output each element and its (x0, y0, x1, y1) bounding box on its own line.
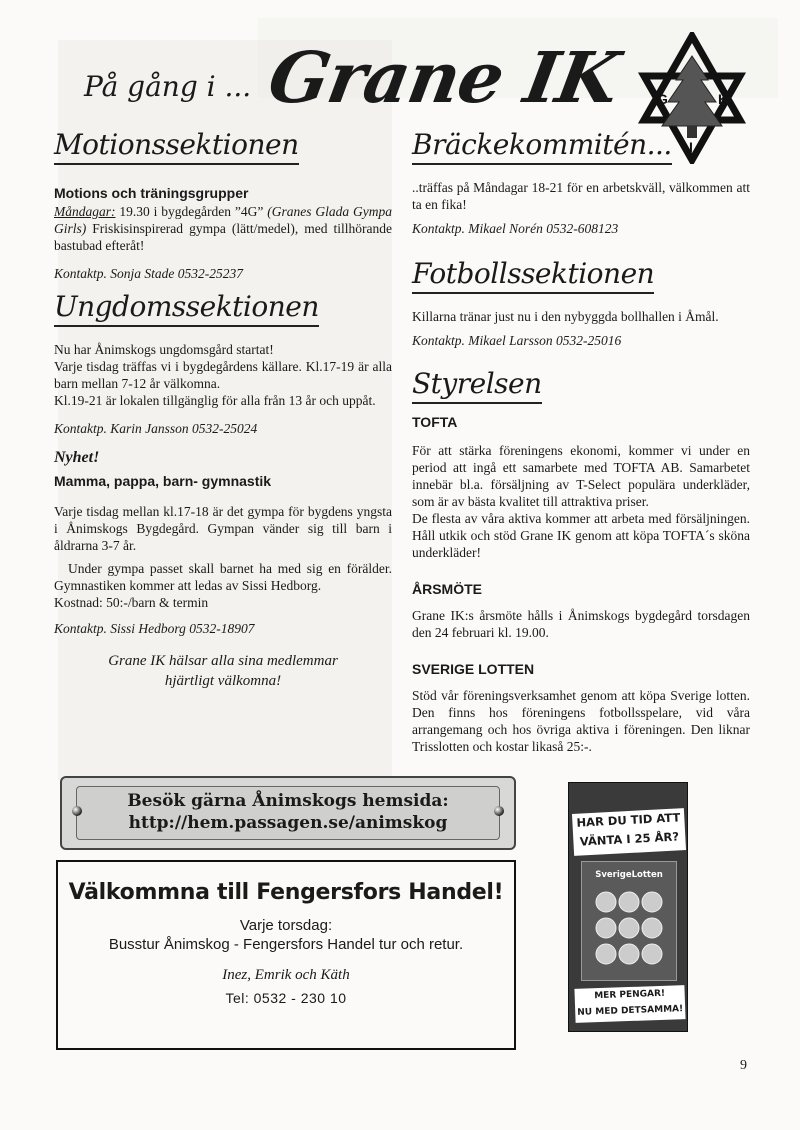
nyhet-contact: Kontaktp. Sissi Hedborg 0532-18907 (54, 621, 255, 636)
ungdom-heading: Ungdomssektionen (54, 290, 319, 327)
greeting-line-2: hjärtligt välkomna! (164, 673, 282, 689)
arsmote-heading: ÅRSMÖTE (412, 581, 482, 597)
right-column (412, 128, 750, 755)
fotboll-text: Killarna tränar just nu i den nybyggda bollhallen i Åmål. (412, 309, 719, 324)
motion-heading: Motionssektionen (54, 128, 299, 165)
nyhet-subheading: Mamma, pappa, barn- gymnastik (54, 473, 272, 489)
ungdom-line-2: Varje tisdag träffas vi i bygdegårdens källare. Kl.17-19 är alla barn mellan 7-12 år välkomna. (54, 359, 392, 391)
motion-text (54, 203, 392, 254)
lotto-ticket (581, 861, 677, 981)
lotto-scratch-circles (582, 886, 676, 976)
motion-text-italic: (Granes Glada Gympa Girls) (54, 204, 392, 236)
sverigelotten-ad (568, 782, 688, 1032)
handel-line-1: Varje torsdag: (239, 917, 333, 934)
greeting-line-1: Grane IK hälsar alla sina medlemmar (108, 653, 338, 669)
lotto-bottom-line-2: NU MED DETSAMMA! (577, 1004, 684, 1018)
handel-signature: Inez, Emrik och Käth (222, 967, 350, 983)
lotto-bottom-line-1: MER PENGAR! (594, 988, 666, 1002)
banner-text (62, 790, 514, 834)
lotto-top-line-2: VÄNTA I 25 ÅR? (579, 829, 680, 849)
website-link[interactable]: http://hem.passagen.se/animskog (128, 813, 448, 833)
lotto-top-line-1: HAR DU TID ATT (576, 810, 681, 830)
arsmote-text: Grane IK:s årsmöte hålls i Ånimskogs bygdegård torsdagen den 24 februari kl. 19.00. (412, 608, 750, 640)
intro-text: På gång i ... (84, 70, 252, 103)
lotten-text: Stöd vår föreningsverksamhet genom att köpa Sverige lotten. Den finns hos föreningens fotbollsspelare, vid våra arrangemang och hos övriga aktiva i föreningen. Den liknar Trisslotten och kostar likaså 25:-. (412, 688, 750, 754)
lotto-top-banner (572, 808, 686, 856)
page-number: 9 (740, 1058, 747, 1073)
lotten-heading: SVERIGE LOTTEN (412, 661, 535, 677)
nyhet-text-3: Kostnad: 50:-/barn & termin (54, 595, 209, 610)
tofta-text-1: För att stärka föreningens ekonomi, kommer vi under en period att ingå ett samarbete med TOFTA AB. Samarbetet innebär bl.a. försäljning av T-Select populära underkläder, som är av bästa kvalitet till attraktiva priser. (412, 443, 750, 509)
ungdom-line-1: Nu har Ånimskogs ungdomsgård startat! (54, 342, 274, 357)
website-banner (60, 776, 516, 850)
fotboll-heading: Fotbollssektionen (412, 257, 654, 294)
fengersfors-handel-ad (56, 860, 516, 1050)
lotto-brand: SverigeLotten (595, 870, 663, 880)
ungdom-contact: Kontaktp. Karin Jansson 0532-25024 (54, 421, 258, 436)
ungdom-text (54, 341, 392, 409)
motion-text-1: 19.30 i bygdegården ”4G” (115, 204, 268, 219)
motion-subheading: Motions och träningsgrupper (54, 185, 249, 201)
bracke-heading: Bräckekommitén... (412, 128, 672, 165)
tofta-text-2: De flesta av våra aktiva kommer att arbeta med försäljningen. Håll utkik och stöd Grane IK genom att köpa TOFTA´s sköna underkläder! (412, 511, 750, 560)
styrelsen-heading: Styrelsen (412, 367, 542, 404)
ungdom-line-3: Kl.19-21 är lokalen tillgänglig för alla från 13 år och uppåt. (54, 393, 376, 408)
fotboll-contact: Kontaktp. Mikael Larsson 0532-25016 (412, 333, 622, 348)
handel-line-2: Busstur Ånimskog - Fengersfors Handel tur och retur. (108, 936, 464, 953)
tofta-heading: TOFTA (412, 414, 458, 430)
nyhet-text-2: Under gympa passet skall barnet ha med sig en förälder. Gymnastiken kommer att ledas av Sissi Hedborg. (54, 561, 392, 593)
logo-letter-k: K (718, 91, 729, 107)
lotto-bottom-banner (574, 985, 685, 1023)
logo-letter-g: G (657, 91, 668, 107)
bracke-contact: Kontaktp. Mikael Norén 0532-608123 (412, 221, 619, 236)
club-title: Grane IK (262, 36, 625, 119)
motion-day: Måndagar: (54, 204, 116, 219)
greeting (54, 651, 392, 691)
motion-contact: Kontaktp. Sonja Stade 0532-25237 (54, 266, 243, 281)
bracke-text: ..träffas på Måndagar 18-21 för en arbetskväll, välkommen att ta en fika! (412, 180, 750, 212)
nyhet-text-1: Varje tisdag mellan kl.17-18 är det gympa för bygdens yngsta i Ånimskogs Bygdegård. Gympan vänder sig till barn i åldrarna 3-7 år. (54, 504, 392, 553)
handel-title: Välkommna till Fengersfors Handel! (68, 880, 504, 905)
motion-text-2: Friskisinspirerad gympa (lätt/medel), med tillhörande bastubad efteråt! (54, 221, 392, 253)
handel-phone: Tel: 0532 - 230 10 (225, 990, 347, 1006)
left-column (54, 128, 392, 691)
nyhet-label: Nyhet! (54, 449, 100, 466)
banner-line-1: Besök gärna Ånimskogs hemsida: (127, 791, 449, 811)
logo-letter-i: I (689, 139, 693, 155)
